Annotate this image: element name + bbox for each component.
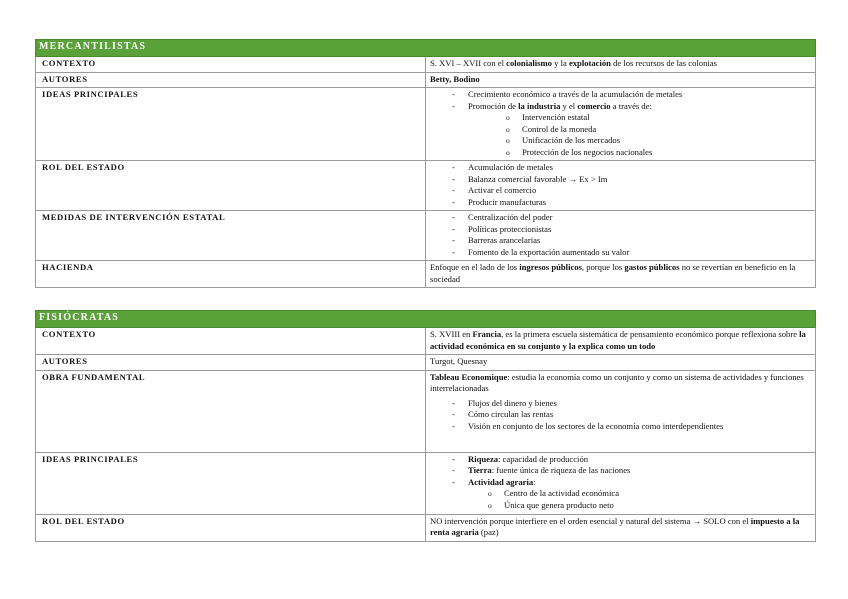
bold-text: explotación bbox=[568, 58, 611, 68]
row-label: IDEAS PRINCIPALES bbox=[36, 452, 426, 514]
bold-text: Riqueza bbox=[468, 453, 499, 464]
table-row bbox=[36, 72, 816, 88]
bold-text: la industria bbox=[518, 100, 561, 111]
table-row bbox=[36, 88, 816, 161]
bold-text: Tierra bbox=[468, 465, 492, 475]
sub-list-item: o Centro de la actividad económica bbox=[488, 488, 811, 500]
text-run: S. XVIII en bbox=[430, 329, 473, 339]
row-label: AUTORES bbox=[36, 355, 426, 371]
row-label: CONTEXTO bbox=[36, 57, 426, 73]
mercantilistas-table bbox=[35, 39, 816, 288]
row-label: ROL DEL ESTADO bbox=[36, 514, 426, 541]
bold-text: impuesto a la renta agraria bbox=[430, 515, 800, 537]
row-value bbox=[426, 514, 816, 541]
row-label: IDEAS PRINCIPALES bbox=[36, 88, 426, 161]
row-value bbox=[426, 161, 816, 211]
list-item: - Políticas proteccionistas bbox=[452, 224, 811, 236]
dash-list bbox=[430, 212, 811, 258]
sub-list-item: o Única que genera producto neto bbox=[488, 500, 811, 512]
text-run: Promoción de bbox=[468, 100, 519, 111]
dash-list bbox=[430, 162, 811, 208]
list-item: - Flujos del dinero y bienes bbox=[452, 398, 811, 410]
text-run: S. XVI – XVII con el bbox=[430, 58, 507, 68]
list-item: - Fomento de la exportación aumentado su valor bbox=[452, 247, 811, 259]
list-item: - Centralización del poder bbox=[452, 212, 811, 224]
dash-list bbox=[430, 454, 811, 512]
bold-text: colonialismo bbox=[506, 58, 552, 68]
section-header bbox=[36, 40, 816, 57]
table-row bbox=[36, 370, 816, 452]
row-label: AUTORES bbox=[36, 72, 426, 88]
row-label: CONTEXTO bbox=[36, 328, 426, 355]
row-value bbox=[426, 211, 816, 261]
sub-list bbox=[468, 112, 811, 158]
list-item bbox=[452, 101, 811, 159]
text-run: de los recursos de las colonias bbox=[610, 58, 717, 68]
list-item: - Acumulación de metales bbox=[452, 162, 811, 174]
table-row bbox=[36, 211, 816, 261]
list-item: - Balanza comercial favorable → Ex > Im bbox=[452, 174, 811, 186]
row-value bbox=[426, 370, 816, 452]
row-value bbox=[426, 452, 816, 514]
row-label: ROL DEL ESTADO bbox=[36, 161, 426, 211]
text-run: NO intervención porque interfiere en el orden esencial y natural del sistema → SOLO con el bbox=[430, 515, 751, 526]
section-header bbox=[36, 311, 816, 328]
table-row bbox=[36, 161, 816, 211]
bold-text: la actividad económica en su conjunto y la explica como un todo bbox=[430, 329, 806, 351]
list-item bbox=[452, 465, 811, 477]
text-run: (paz) bbox=[478, 527, 499, 537]
text-run: : bbox=[533, 476, 536, 487]
text-run: no se revertían en beneficio en la sociedad bbox=[430, 262, 796, 284]
dash-list bbox=[430, 89, 811, 158]
table-row bbox=[36, 57, 816, 73]
table-row bbox=[36, 452, 816, 514]
row-value bbox=[426, 328, 816, 355]
bold-text: Tableau Economique bbox=[430, 371, 508, 382]
fisiocratas-table bbox=[35, 310, 816, 542]
bold-text: ingresos públicos bbox=[519, 262, 582, 272]
text-run: : capacidad de producción bbox=[498, 453, 589, 464]
text-run: y el bbox=[560, 100, 578, 111]
list-item: - Producir manufacturas bbox=[452, 197, 811, 209]
dash-list bbox=[430, 398, 811, 433]
row-label: HACIENDA bbox=[36, 261, 426, 288]
text-run: y la bbox=[551, 58, 569, 68]
text-run: a través de: bbox=[610, 100, 652, 111]
table-row bbox=[36, 328, 816, 355]
text-run: : fuente única de riqueza de las naciones bbox=[491, 465, 631, 475]
row-value bbox=[426, 57, 816, 73]
row-value bbox=[426, 72, 816, 88]
row-label: MEDIDAS DE INTERVENCIÓN ESTATAL bbox=[36, 211, 426, 261]
bold-text: Actividad agraria bbox=[468, 476, 534, 487]
sub-list-item: o Intervención estatal bbox=[506, 112, 811, 124]
list-item bbox=[452, 454, 811, 466]
sub-list-item: o Protección de los negocios nacionales bbox=[506, 147, 811, 159]
table-row bbox=[36, 355, 816, 371]
text-run: Enfoque en el lado de los bbox=[430, 262, 520, 272]
list-item: - Activar el comercio bbox=[452, 185, 811, 197]
table-row bbox=[36, 261, 816, 288]
list-item: - Barreras arancelarias bbox=[452, 235, 811, 247]
sub-list bbox=[468, 488, 811, 511]
sub-list-item: o Unificación de los mercados bbox=[506, 135, 811, 147]
list-item bbox=[452, 477, 811, 512]
row-value: Turgot, Quesnay bbox=[426, 355, 816, 371]
bold-text: Francia bbox=[472, 329, 502, 339]
bold-text: comercio bbox=[577, 100, 611, 111]
list-item: - Crecimiento económico a través de la acumulación de metales bbox=[452, 89, 811, 101]
text-run: , es la primera escuela sistemática de pensamiento económico porque reflexiona sobre bbox=[501, 329, 800, 339]
obra-description bbox=[430, 372, 811, 395]
row-value bbox=[426, 88, 816, 161]
row-label: OBRA FUNDAMENTAL bbox=[36, 370, 426, 452]
sub-list-item: o Control de la moneda bbox=[506, 124, 811, 136]
bold-text: gastos públicos bbox=[624, 262, 680, 272]
section-title: FISIÓCRATAS bbox=[36, 311, 816, 328]
section-title: MERCANTILISTAS bbox=[36, 40, 816, 57]
table-row bbox=[36, 514, 816, 541]
list-item: - Visión en conjunto de los sectores de la economía como interdependientes bbox=[452, 421, 811, 433]
row-value bbox=[426, 261, 816, 288]
list-item: - Cómo circulan las rentas bbox=[452, 409, 811, 421]
authors-value: Betty, Bodino bbox=[430, 73, 480, 84]
text-run: : estudia la economía como un conjunto y como un sistema de actividades y funciones interrelacionadas bbox=[430, 371, 804, 393]
text-run: , porque los bbox=[581, 262, 625, 272]
